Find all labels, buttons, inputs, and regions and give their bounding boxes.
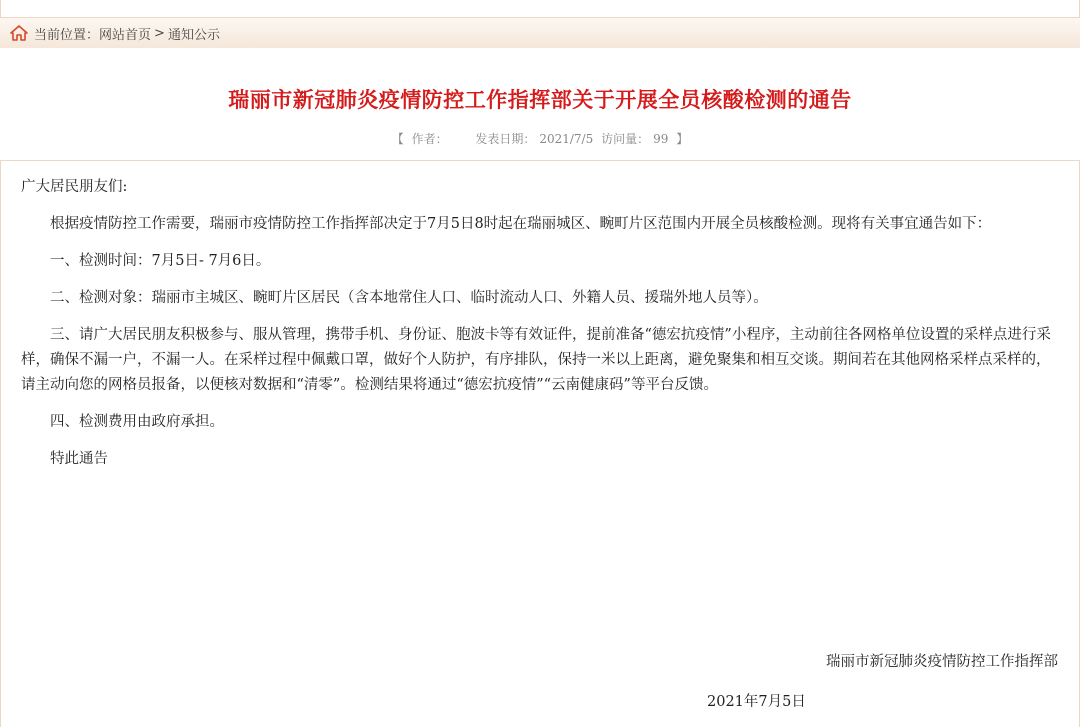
article-meta — [0, 130, 1080, 147]
signature-organization: 瑞丽市新冠肺炎疫情防控工作指挥部 — [826, 654, 1058, 670]
meta-date-value: 2021/7/5 — [539, 132, 594, 146]
paragraph-cost: 四、检测费用由政府承担。 — [50, 414, 224, 430]
paragraph-target: 二、检测对象：瑞丽市主城区、畹町片区居民（含本地常住人口、临时流动人口、外籍人员、援瑞外地人员等）。 — [50, 290, 768, 306]
meta-date-label: 发表日期： — [475, 132, 536, 146]
breadcrumb-separator: > — [154, 25, 165, 41]
breadcrumb-prefix: 当前位置： — [34, 27, 100, 43]
paragraph-instructions: 三、请广大居民朋友积极参与、服从管理，携带手机、身份证、胞波卡等有效证件，提前准备“德宏抗疫情”小程序，主动前往各网格单位设置的采样点进行采样，确保不漏一户，不漏一人。在采样过程中佩戴口罩，做好个人防护，有序排队，保持一米以上距离，避免聚集和相互交谈。期间若在其他网格采样点采样的，请主动向您的网格员报备，以便核对数据和“清零”。检测结果将通过“德宏抗疫情”“云南健康码”等平台反馈。 — [21, 327, 1051, 393]
paragraph-closing: 特此通告 — [50, 451, 108, 467]
meta-open-bracket: 【 — [391, 132, 404, 146]
paragraph-intro: 根据疫情防控工作需要，瑞丽市疫情防控工作指挥部决定于7月5日8时起在瑞丽城区、畹町片区范围内开展全员核酸检测。现将有关事宜通告如下： — [50, 216, 992, 232]
meta-close-bracket: 】 — [676, 132, 689, 146]
breadcrumb-current-link[interactable]: 通知公示 — [167, 27, 220, 43]
meta-views-label: 访问量： — [601, 132, 650, 146]
breadcrumb-home-link[interactable]: 网站首页 — [99, 27, 152, 43]
greeting: 广大居民朋友们: — [21, 179, 128, 195]
paragraph-time: 一、检测时间：7月5日- 7月6日。 — [50, 253, 271, 269]
meta-views-value: 99 — [653, 132, 669, 146]
page-title: 瑞丽市新冠肺炎疫情防控工作指挥部关于开展全员核酸检测的通告 — [228, 87, 852, 112]
home-icon[interactable] — [10, 25, 28, 41]
meta-author-label: 作者： — [411, 132, 448, 146]
article-body — [21, 175, 1061, 484]
article-header — [0, 48, 1080, 161]
breadcrumb — [0, 17, 1080, 49]
signature-date: 2021年7月5日 — [707, 694, 806, 710]
